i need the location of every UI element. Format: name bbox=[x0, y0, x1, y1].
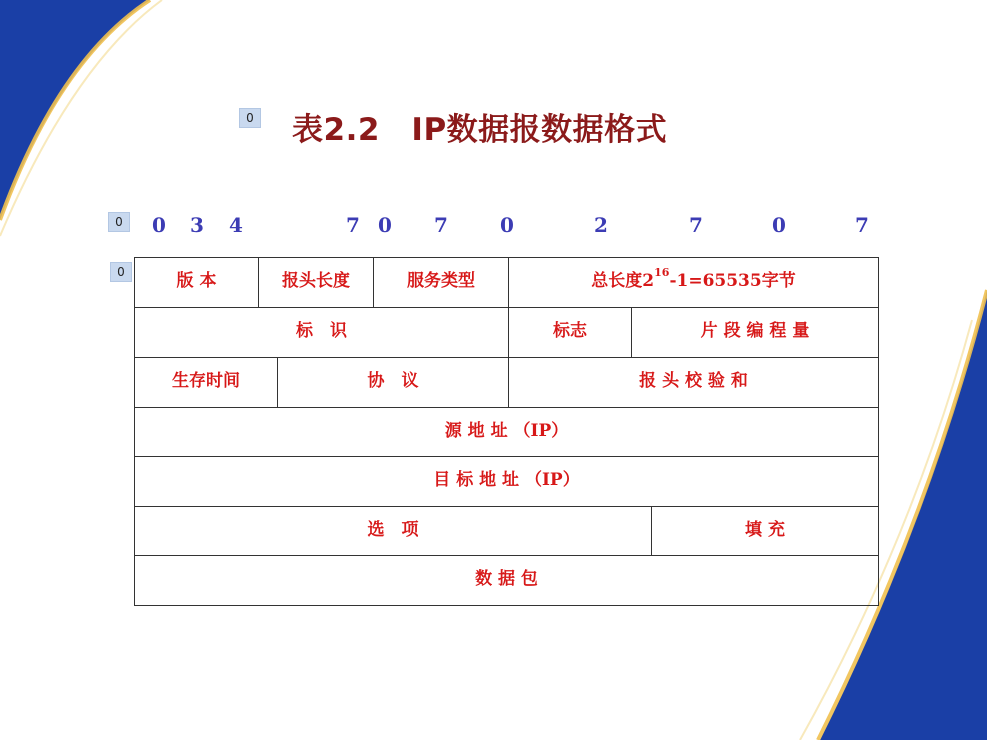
bit-label: 7 bbox=[689, 213, 703, 237]
total-length-suffix: -1=65535字节 bbox=[669, 271, 796, 291]
cell-fragment-offset: 片 段 编 程 量 bbox=[631, 307, 879, 358]
cell-data: 数 据 包 bbox=[134, 555, 879, 606]
bit-label: 0 bbox=[152, 213, 166, 237]
cell-identification: 标 识 bbox=[134, 307, 509, 358]
page-title: 表2.2 IP数据报数据格式 bbox=[292, 112, 668, 148]
cell-total-length bbox=[508, 257, 879, 308]
cell-flags: 标志 bbox=[508, 307, 632, 358]
cell-service-type: 服务类型 bbox=[373, 257, 509, 308]
total-length-exponent: 16 bbox=[654, 266, 670, 279]
bit-label: 2 bbox=[594, 213, 608, 237]
cell-protocol: 协 议 bbox=[277, 357, 509, 408]
bit-label: 0 bbox=[378, 213, 392, 237]
bit-label: 7 bbox=[855, 213, 869, 237]
placeholder-marker-table: 0 bbox=[110, 262, 132, 282]
bit-label: 0 bbox=[772, 213, 786, 237]
bit-label: 4 bbox=[229, 213, 243, 237]
cell-header-length: 报头长度 bbox=[258, 257, 374, 308]
total-length-prefix: 总长度2 bbox=[591, 271, 655, 291]
cell-checksum: 报 头 校 验 和 bbox=[508, 357, 879, 408]
cell-options: 选 项 bbox=[134, 506, 652, 556]
cell-source-address: 源 地 址 （IP） bbox=[134, 407, 879, 457]
cell-destination-address: 目 标 地 址 （IP） bbox=[134, 456, 879, 507]
cell-ttl: 生存时间 bbox=[134, 357, 278, 408]
bit-label: 0 bbox=[500, 213, 514, 237]
cell-padding: 填 充 bbox=[651, 506, 879, 556]
bit-label: 3 bbox=[190, 213, 204, 237]
bit-label: 7 bbox=[434, 213, 448, 237]
bit-label: 7 bbox=[346, 213, 360, 237]
cell-version: 版 本 bbox=[134, 257, 259, 308]
placeholder-marker-bits: 0 bbox=[108, 212, 130, 232]
placeholder-marker-title: 0 bbox=[239, 108, 261, 128]
